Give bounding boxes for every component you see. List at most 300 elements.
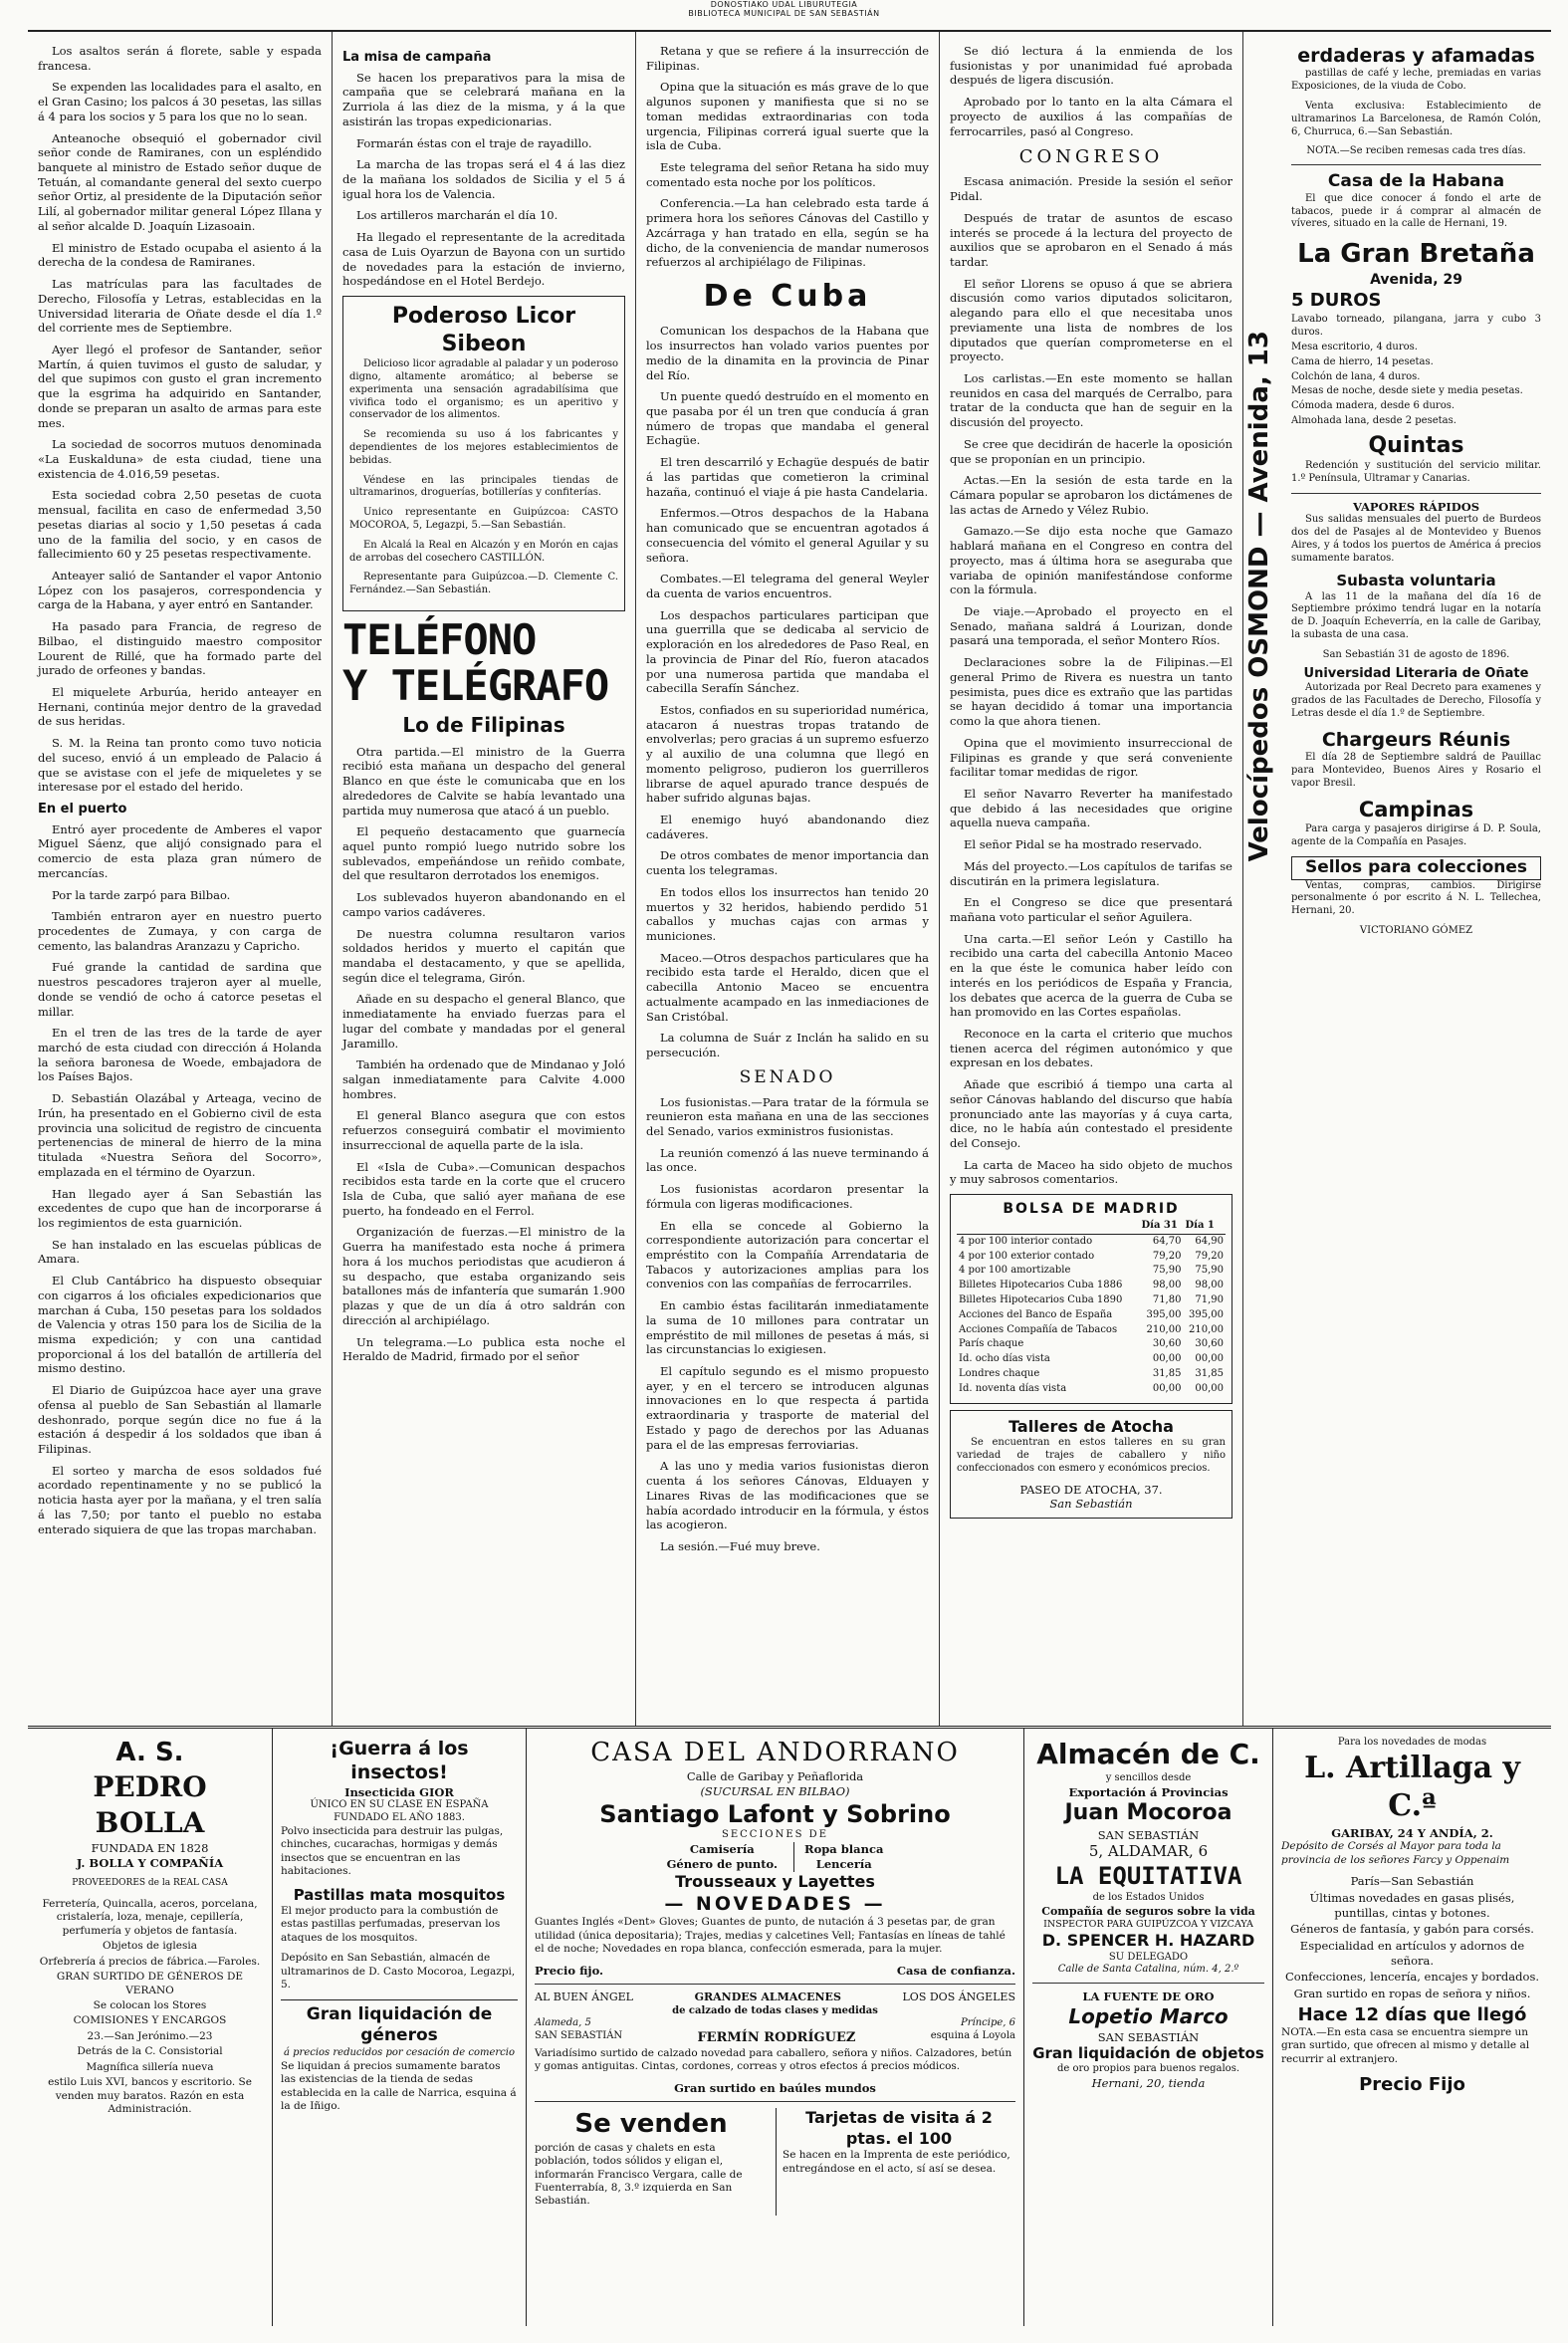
col4-top-paras <box>950 44 1232 138</box>
bolsa-row <box>957 1367 1226 1382</box>
ad-almacen-mocoroa <box>1023 1729 1272 2326</box>
price-line: Almohada lana, desde 2 pesetas. <box>1291 415 1456 427</box>
ad-vapores-text: Sus salidas mensuales del puerto de Burdeos dos del de Pasajes al de Montevideo y Buenos Aires, y á todos los puertos de América á precios sumamente baratos. <box>1291 514 1541 564</box>
news-paragraph: Después de tratar de asuntos de escaso interés se procede á la lectura del proyecto de auxilios que se aprobaron en el Senado á más tardar. <box>950 210 1232 269</box>
bolsa-value: 75,90 <box>1152 1265 1182 1277</box>
ad-guerra-insectos <box>272 1729 526 2326</box>
andorrano-sections-right <box>793 1842 883 1871</box>
ad-line: COMISIONES Y ENCARGOS <box>73 2014 227 2027</box>
ad-line: Gran surtido en ropas de señora y niños. <box>1293 1987 1531 2001</box>
bolsa-row <box>957 1337 1226 1352</box>
ad-gran-bretana-price: 5 DUROS <box>1291 290 1382 312</box>
column-1 <box>28 32 332 1727</box>
bolsa-value: 00,00 <box>1195 1353 1224 1365</box>
bolsa-security: París chaque <box>959 1338 1024 1350</box>
news-paragraph: De nuestra columna resultaron varios soldados heridos y muerto el capitán que mandaba el destacamento, y que se apellida, según dice el telegrama, Girón. <box>342 926 625 985</box>
ad-paragraph: Representante para Guipúzcoa.—D. Clemente C. Fernández.—San Sebastián. <box>349 572 618 596</box>
bolsa-security: Id. ocho días vista <box>959 1353 1050 1365</box>
equitativa-calle: Calle de Santa Catalina, núm. 4, 2.º <box>1057 1964 1239 1976</box>
bolsa-value: 98,00 <box>1152 1280 1182 1291</box>
news-paragraph: Los sublevados huyeron abandonando en el campo varios cadáveres. <box>342 890 625 919</box>
fuente-liquidacion-text: de oro propios para buenos regalos. <box>1056 2063 1240 2075</box>
news-paragraph: Añade que escribió á tiempo una carta al señor Cánovas hablando del discurso que había pronunciado ante las mayorías y á cuya carta, dice, no le había aún contestado el presidente del Consejo. <box>950 1077 1232 1151</box>
bolsa-value: 98,00 <box>1195 1280 1224 1291</box>
andorrano-title: CASA DEL ANDORRANO <box>590 1738 960 1767</box>
col2-misa-paras <box>342 71 625 289</box>
tarjetas-text: Se hacen en la Imprenta de este periódico, entregándose en el acto, sí así se desea. <box>783 2149 1010 2175</box>
fuente-city: SAN SEBASTIÁN <box>1097 2029 1200 2044</box>
insectos-title: ¡Guerra á los insectos! <box>330 1738 469 1784</box>
angeles-loyola: esquina á Loyola <box>930 2030 1015 2042</box>
fuente-owner: Lopetio Marco <box>1068 2003 1229 2028</box>
news-paragraph: A las uno y media varios fusionistas dieron cuenta á los señores Cánovas, Elduayen y Linares Rivas de las modificaciones que se había acordado introducir en la fórmula, y éstos las acogieron. <box>646 1459 929 1532</box>
news-paragraph: El general Blanco asegura que con estos refuerzos conseguirá combatir el movimiento insurreccional de aquella parte de la isla. <box>342 1108 625 1152</box>
news-paragraph: La reunión comenzó á las nueve terminando á las once. <box>646 1145 929 1175</box>
col3-cuba-paras <box>646 324 929 1059</box>
ad-subasta-title: Subasta voluntaria <box>1336 572 1496 590</box>
dos-angeles: LOS DOS ÁNGELES <box>902 1991 1015 2004</box>
news-paragraph: Ha llegado el representante de la acreditada casa de Luis Oyarzun de Bayona con un surtido de novedades para la estación de invierno, hospedándose en el Hotel Berdejo. <box>342 230 625 289</box>
news-paragraph: Se hacen los preparativos para la misa de campaña que se celebrará mañana en la Zurriola á las diez de la misma, y á la que asistirán las tropas expedicionarias. <box>342 70 625 128</box>
news-paragraph: En cambio éstas facilitarán inmediatamente la suma de 10 millones para contratar un empréstito de mil millones de pesetas á más, si las circunstancias lo exigiesen. <box>646 1298 929 1357</box>
ad-subasta-text: A las 11 de la mañana del día 16 de Septiembre próximo tendrá lugar en la notaría de D. Joaquín Echeverría, en la calle de Garibay, la subasta de una casa. <box>1291 590 1541 641</box>
andorrano-sections <box>535 1842 1015 1871</box>
news-paragraph: Combates.—El telegrama del general Weyler da cuenta de varios encuentros. <box>646 572 929 600</box>
news-paragraph: Opina que la situación es más grave de lo que algunos suponen y manifiesta que si no se toman medidas extraordinarias con toda urgencia, Filipinas correrá igual suerte que la isla de Cuba. <box>646 80 929 153</box>
news-paragraph: Maceo.—Otros despachos particulares que ha recibido esta tarde el Heraldo, dicen que el cabecilla Antonio Maceo se encuentra actualmente acampado en las inmediaciones de San Cristóbal. <box>646 950 929 1024</box>
bolsa-value: 00,00 <box>1195 1382 1224 1394</box>
ad-habana-text: El que dice conocer á fondo el arte de tabacos, puede ir á comprar al almacén de víveres, situado en la calle de Hernani, 19. <box>1291 192 1541 230</box>
angeles-baules: Gran surtido en baúles mundos <box>674 2080 876 2095</box>
news-paragraph: S. M. la Reina tan pronto como tuvo noticia del suceso, envió á un empleado de Palacio á que se avistase con el jefe de miqueletes y se interesase por el estado del herido. <box>38 736 322 795</box>
library-stamp <box>0 0 1568 30</box>
news-paragraph: Anteayer salió de Santander el vapor Antonio López con los pasajeros, correspondencia y carga de la Habana, y ayer entró en Santander. <box>38 569 322 612</box>
liquidacion-text: Se liquidan á precios sumamente baratos las existencias de la tienda de sedas establecida en la calle de Narrica, esquina á la de Iñigo. <box>281 2059 517 2113</box>
angeles-principe: Príncipe, 6 <box>961 2017 1015 2029</box>
news-paragraph: El «Isla de Cuba».—Comunican despachos recibidos esta tarde en la corte que el crucero Isla de Cuba, que salió ayer mañana de ese puerto, ha fondeado en el Ferrol. <box>342 1159 625 1218</box>
news-paragraph: Los despachos particulares participan que una guerrilla que se dedicaba al servicio de exploración en los alrededores de Paso Real, en la provincia de Pinar del Río, fueron atacados por una numerosa partida que mandaba el cabecilla Serafín Sánchez. <box>646 607 929 696</box>
bolla-lines <box>36 1898 264 2117</box>
section-item: Lencería <box>815 1856 872 1871</box>
bolsa-value: 64,90 <box>1195 1235 1224 1247</box>
ad-casa-andorrano <box>526 1729 1023 2326</box>
liquidacion-subtitle: á precios reducidos por cesación de comercio <box>284 2047 515 2058</box>
news-paragraph: Otra partida.—El ministro de la Guerra recibió esta mañana un despacho del general Blanco en que éste le comunicaba que en los alrededores de Calvite se había levantado una partida muy numerosa que atacó á un pueblo. <box>342 744 625 818</box>
fuente-hernani: Hernani, 20, tienda <box>1091 2076 1206 2091</box>
angeles-city: SAN SEBASTIÁN <box>535 2030 623 2042</box>
news-paragraph: El Diario de Guipúzcoa hace ayer una grave ofensa al pueblo de San Sebastián al llamarle deshonrado, porque según dice no fue á la estación á despedir á los soldados que iban á Filipinas. <box>38 1383 322 1456</box>
bolsa-header-dia31: Día 31 <box>1139 1219 1183 1234</box>
news-paragraph: Opina que el movimiento insurreccional de Filipinas es grande y que será conveniente facilitar tomar medidas de rigor. <box>950 735 1232 780</box>
bolsa-security: Id. noventa días vista <box>959 1382 1067 1394</box>
bolsa-title: BOLSA DE MADRID <box>1003 1201 1180 1218</box>
bolsa-value: 30,60 <box>1195 1338 1224 1350</box>
heading-misa-de-campana: La misa de campaña <box>342 50 492 65</box>
news-paragraph: Han llegado ayer á San Sebastián las excedentes de cupo que han de incorporarse á los regimientos de esta guarnición. <box>38 1186 322 1230</box>
venden-text: porción de casas y chalets en esta población, todos sólidos y eligan el, informarán Francisco Vergara, calle de Fuenterrabía, 8, 3.º izquierda en San Sebastián. <box>535 2141 743 2208</box>
bolsa-row <box>957 1279 1226 1293</box>
ad-gran-bretana-title: La Gran Bretaña <box>1297 239 1535 270</box>
andorrano-novedades: — NOVEDADES — <box>664 1893 886 1916</box>
news-paragraph: Los artilleros marcharán el día 10. <box>356 208 559 223</box>
news-paragraph: D. Sebastián Olazábal y Arteaga, vecino de Irún, ha presentado en el Gobierno civil de esta provincia una solicitud de registro de cincuenta pertenencias de mineral de hierro de la mina titulada «Nuestra Señora del Socorro», emplazada en el término de Oyarzun. <box>38 1091 322 1179</box>
ad-subasta-date: San Sebastián 31 de agosto de 1896. <box>1322 648 1510 660</box>
almacen-city: SAN SEBASTIÁN <box>1097 1827 1200 1842</box>
equitativa-sub: de los Estados Unidos <box>1092 1892 1205 1904</box>
news-paragraph: Se han instalado en las escuelas públicas de Amara. <box>38 1237 322 1267</box>
col3-senado-paras <box>646 1095 929 1554</box>
news-paragraph: El capítulo segundo es el mismo propuesto ayer, y en el tercero se introducen algunas innovaciones en lo que respecta á partida extraordinaria y trasporte de material del Estado y pago de derechos por las Aduanas para el de las empresas ferroviarias. <box>646 1364 929 1452</box>
ad-licor-sibeon-body <box>349 358 618 597</box>
bolsa-header-blank <box>957 1219 1139 1234</box>
bolsa-value: 71,80 <box>1152 1294 1182 1306</box>
news-paragraph: Ayer llegó el profesor de Santander, señor Martín, á quien tuvimos el gusto de saludar, y del que supimos con gusto el gran incremento que la esgrima ha adquirido en Santander, donde se preparan un asalto de armas para este mes. <box>38 342 322 430</box>
telefono-heading: TELÉFONO <box>342 615 537 665</box>
news-paragraph: Un puente quedó destruído en el momento en que pasaba por él un tren que conducía á gran número de tropas que mandaba el general Echagüe. <box>646 389 929 448</box>
bolla-title: PEDRO BOLLA <box>93 1770 207 1840</box>
news-paragraph: En el tren de las tres de la tarde de ayer marchó de esta ciudad con dirección á Holanda la señora baronesa de Woede, embajadora de los Países Bajos. <box>38 1026 322 1084</box>
ad-line: estilo Luis XVI, bancos y escritorio. Se venden muy baratos. Razón en esta Administración. <box>48 2076 252 2115</box>
news-paragraph: Escasa animación. Preside la sesión el señor Pidal. <box>950 174 1232 204</box>
ad-line: Detrás de la C. Consistorial <box>77 2045 223 2058</box>
ad-pedro-bolla <box>28 1729 272 2326</box>
velocipedos-text: Velocípedos OSMOND — Avenida, 13 <box>1244 331 1274 862</box>
bolsa-row <box>957 1250 1226 1265</box>
news-paragraph: Enfermos.—Otros despachos de la Habana han comunicado que se encuentran agotados á consecuencia del vómito el general Aguilar y su señora. <box>646 506 929 565</box>
news-paragraph: El señor Llorens se opuso á que se abriera discusión como varios diputados solicitaron, alegando para ello el que necesitaba unos previamente una lista de nombres de los diputados que querían comprometerse en el proyecto. <box>950 276 1232 364</box>
bolsa-row <box>957 1264 1226 1279</box>
bolsa-value: 395,00 <box>1146 1308 1182 1320</box>
ad-afamadas-text: pastillas de café y leche, premiadas en varias Exposiciones, de la viuda de Cobo. <box>1291 68 1541 93</box>
velocipedos-vertical-banner <box>1243 331 1283 1625</box>
news-paragraph: Conferencia.—La han celebrado esta tarde á primera hora los señores Cánovas del Castillo y Azcárraga y han tratado en ella, según se ha dicho, de la conveniencia de mandar numerosos refuerzos al archipiélago de Filipinas. <box>646 196 929 270</box>
bolla-founded: FUNDADA EN 1828 <box>91 1840 209 1855</box>
ad-gran-bretana-address: Avenida, 29 <box>1370 271 1462 288</box>
insectos-text: Polvo insecticida para destruir las pulgas, chinches, cucarachas, hormigas y demás insectos que se encuentran en las habitaciones. <box>281 1824 504 1878</box>
bolsa-table <box>957 1219 1226 1397</box>
news-paragraph: También ha ordenado que de Mindanao y Joló salgan inmediatamente para Calvite 4.000 hombres. <box>342 1057 625 1101</box>
news-paragraph: Los asaltos serán á florete, sable y espada francesa. <box>38 44 322 73</box>
news-paragraph: De viaje.—Aprobado el proyecto en el Senado, mañana saldrá á Lourizan, donde pasará una temporada, el señor Montero Ríos. <box>950 604 1232 648</box>
ad-paragraph: Se recomienda su uso á los fabricantes y dependientes de los mejores establecimientos de bebidas. <box>349 429 618 466</box>
heading-en-el-puerto: En el puerto <box>38 802 127 818</box>
bolsa-rows <box>957 1234 1226 1396</box>
andorrano-secciones: SECCIONES DE <box>722 1829 828 1841</box>
news-paragraph: Entró ayer procedente de Amberes el vapor Miguel Sáenz, que alijó consignado para el comercio de esta plaza gran número de mercancías. <box>38 821 322 880</box>
mosquitos-text: El mejor producto para la combustión de estas pastillas perfumadas, preservan los ataques de los mosquitos. <box>281 1904 501 1944</box>
ad-quintas-title: Quintas <box>1368 432 1464 458</box>
bolsa-security: Billetes Hipotecarios Cuba 1886 <box>959 1280 1123 1291</box>
buen-angel: AL BUEN ÁNGEL <box>535 1991 633 2004</box>
news-paragraph: Más del proyecto.—Los capítulos de tarifas se discutirán en la primera legislatura. <box>950 858 1232 888</box>
library-stamp-line1: DONOSTIAKO UDAL LIBURUTEGIA <box>710 0 858 9</box>
column-5-ads <box>1242 32 1551 1727</box>
bolla-as: A. S. <box>115 1738 184 1767</box>
bolsa-security: Billetes Hipotecarios Cuba 1890 <box>959 1294 1123 1306</box>
news-paragraph: Añade en su despacho el general Blanco, que inmediatamente ha enviado fuerzas para el lugar del combate y mandadas por el general Jaramillo. <box>342 992 625 1051</box>
angeles-calzado: de calzado de todas clases y medidas <box>672 2004 878 2016</box>
divider <box>535 2101 1015 2102</box>
news-paragraph: En el Congreso se dice que presentará mañana voto particular el señor Aguilera. <box>950 895 1232 924</box>
news-paragraph: Esta sociedad cobra 2,50 pesetas de cuota mensual, facilita en caso de enfermedad 3,50 pesetas diarias al socio y 1,50 pesetas á cada uno de la familia del socio, y en casos de fallecimiento 60 y 25 pesetas respectivamente. <box>38 488 322 562</box>
almacen-title: Almacén de C. <box>1036 1738 1260 1770</box>
section-item: Ropa blanca <box>804 1842 884 1857</box>
divider <box>1291 164 1541 165</box>
section-item: Género de punto. <box>666 1856 779 1871</box>
section-item: Camisería <box>689 1842 755 1857</box>
ad-se-venden <box>535 2108 768 2215</box>
angeles-addresses <box>535 2017 1015 2030</box>
ad-signature: VICTORIANO GÓMEZ <box>1359 924 1473 936</box>
column-3 <box>635 32 939 1727</box>
ad-universidad-text: Autorizada por Real Decreto para examenes y grados de las Facultades de Derecho, Filosofía y Letras desde el día 1.º de Septiembre. <box>1291 682 1541 719</box>
almacen-address: 5, ALDAMAR, 6 <box>1088 1842 1209 1861</box>
news-paragraph: Los carlistas.—En este momento se hallan reunidos en casa del marqués de Cerralbo, para tratar de la conducta que han de seguir en la discusión del proyecto. <box>950 370 1232 430</box>
news-paragraph: El tren descarriló y Echagüe después de batir á las partidas que cometieron la criminal hazaña, continuó el viaje á pie hasta Candelaria. <box>646 455 929 499</box>
bolsa-row <box>957 1293 1226 1308</box>
ad-tarjetas <box>776 2108 1015 2215</box>
almacen-exportacion: Exportación á Provincias <box>1068 1784 1229 1799</box>
news-paragraph: Los fusionistas acordaron presentar la fórmula con ligeras modificaciones. <box>646 1182 929 1211</box>
divider <box>535 1984 1015 1985</box>
news-paragraph: Declaraciones sobre la de Filipinas.—El general Primo de Rivera es nuestra un tanto pesimista, pues dice es extraño que las partidas se hayan decidido á tomar una importancia como la que ahora tienen. <box>950 655 1232 729</box>
column-4 <box>939 32 1242 1727</box>
news-paragraph: El señor Pidal se ha mostrado reservado. <box>964 837 1203 852</box>
ad-quintas-text: Redención y sustitución del servicio militar. 1.º Península, Ultramar y Canarias. <box>1291 459 1541 484</box>
bolsa-security: 4 por 100 interior contado <box>959 1235 1093 1247</box>
angeles-text: Variadísimo surtido de calzado novedad para caballero, señora y niños. Calzadores, betún y gomas antiguitas. Cintas, cordones, correas y otros efectos á precios módicos. <box>535 2046 1012 2073</box>
news-paragraph: También entraron ayer en nuestro puerto procedentes de Zumaya, y con carga de cemento, las balandras Aranzazu y Capricho. <box>38 909 322 953</box>
venden-tarjetas-row <box>535 2108 1015 2215</box>
venden-title: Se venden <box>574 2109 728 2140</box>
grandes-almacenes: GRANDES ALMACENES <box>694 1991 841 2004</box>
news-paragraph: El Club Cantábrico ha dispuesto obsequiar con cigarros á los oficiales expedicionarios que marchan á Cuba, 150 pesetas para los soldados de Valencia y otras 150 para los de Sicilia de la misma expedición; y con una cantidad proporcional á los del batallón de artillería del mismo destino. <box>38 1274 322 1376</box>
bolsa-security: 4 por 100 exterior contado <box>959 1250 1095 1262</box>
divider <box>1032 1983 1264 1984</box>
news-paragraph: De otros combates de menor importancia dan cuenta los telegramas. <box>646 848 929 878</box>
ad-line: Magnífica sillería nueva <box>86 2060 214 2073</box>
angeles-owner-row <box>535 2030 1015 2047</box>
news-paragraph: Una carta.—El señor León y Castillo ha recibido una carta del cabecilla Antonio Maceo en la que éste le comunica haber leído con interés en los periódicos de España y Francia, los debates que acerca de la guerra de Cuba se han promovido en las Cortes españolas. <box>950 931 1232 1020</box>
atocha-text: Se encuentran en estos talleres en su gran variedad de trajes de caballero y niño confeccionados con esmero y económicos precios. <box>957 1437 1226 1474</box>
news-paragraph: Comunican los despachos de la Habana que los insurrectos han volado varios puentes por medio de la dinamita en la provincia de Pinar del Río. <box>646 324 929 382</box>
news-paragraph: Este telegrama del señor Retana ha sido muy comentado esta noche por los políticos. <box>646 160 929 189</box>
artillaga-precio: Precio Fijo <box>1359 2074 1465 2096</box>
ad-paragraph: Delicioso licor agradable al paladar y un poderoso digno, altamente aromático; al beberse se experimenta una sensación agradabilísima que vivifica todo el organismo; es un aperitivo y conservador de los alimentos. <box>349 358 618 421</box>
andorrano-sections-left <box>667 1842 778 1871</box>
ad-paragraph: Véndese en las principales tiendas de ultramarinos, droguerías, botillerías y confiterías. <box>349 474 618 499</box>
news-paragraph: Organización de fuerzas.—El ministro de la Guerra ha manifestado esta noche á primera hora á los muchos periodistas que acudieron á su despacho, que estaba organizando seis batallones más de infantería que sumarán 1.900 plazas y que de un día á otro saldrán con dirección al archipiélago. <box>342 1225 625 1327</box>
column-2 <box>332 32 635 1727</box>
andorrano-sucursal: (SUCURSAL EN BILBAO) <box>700 1783 850 1798</box>
bolsa-security: Acciones Compañía de Tabacos <box>959 1323 1118 1335</box>
news-paragraph: Fué grande la cantidad de sardina que nuestros pescadores trajeron ayer al muelle, donde se vendió de ocho á catorce pesetas el millar. <box>38 960 322 1019</box>
artillaga-top: Para los novedades de modas <box>1337 1737 1487 1748</box>
news-paragraph: Ha pasado para Francia, de regreso de Bilbao, el distinguido maestro compositor Lourent de Rillé, que ha formado parte del jurado de orfeones y bandas. <box>38 619 322 678</box>
col4-congreso-paras <box>950 174 1232 1187</box>
ad-gran-bretana-list <box>1291 314 1541 427</box>
news-paragraph: El enemigo huyó abandonando diez cadáveres. <box>646 813 929 841</box>
equitativa-inspector: INSPECTOR PARA GUIPÚZCOA Y VIZCAYA <box>1043 1919 1253 1930</box>
ad-line: Objetos de iglesia <box>103 1940 197 1953</box>
col3-top-paras <box>646 44 929 270</box>
bolsa-value: 79,20 <box>1152 1250 1182 1262</box>
ad-line: Últimas novedades en gasas plisés, puntillas, cintas y botones. <box>1309 1890 1515 1920</box>
liquidacion-title: Gran liquidación de géneros <box>281 1999 518 2048</box>
angeles-alameda: Alameda, 5 <box>535 2017 591 2029</box>
news-paragraph: Actas.—En la sesión de esta tarde en la Cámara popular se aprobaron los dictámenes de las actas de Arnedo y Vélez Rubio. <box>950 473 1232 517</box>
ad-line: Confecciones, lencería, encajes y bordados. <box>1284 1970 1539 1985</box>
mosquitos-title: Pastillas mata mosquitos <box>293 1885 506 1904</box>
ad-talleres-atocha <box>950 1410 1232 1519</box>
bolsa-value: 210,00 <box>1189 1323 1224 1335</box>
divider <box>1291 493 1541 494</box>
ad-campinas-text: Para carga y pasajeros dirigirse á D. P. Soula, agente de la Compañía en Pasajes. <box>1291 823 1541 848</box>
bolsa-row <box>957 1308 1226 1323</box>
ad-artillaga <box>1272 1729 1551 2326</box>
heading-lo-de-filipinas: Lo de Filipinas <box>402 713 565 738</box>
news-paragraph: Retana y que se refiere á la insurrección de Filipinas. <box>646 44 929 73</box>
news-paragraph: El miquelete Arburúa, herido anteayer en Hernani, continúa mejor dentro de la gravedad de sus heridas. <box>38 685 322 729</box>
bolla-proveedores: PROVEEDORES de la REAL CASA <box>72 1878 228 1889</box>
artillaga-deposito: Depósito de Corsés al Mayor para toda la provincia de los señores Farcy y Oppenaim <box>1281 1840 1510 1866</box>
fuente-liquidacion: Gran liquidación de objetos <box>1032 2044 1264 2063</box>
news-paragraph: En ella se concede al Gobierno la correspondiente autorización para concertar el empréstito con la Compañía Arrendataria de Tabacos y autorizaciones amplias para los convenios con las compañías de ferrocarriles. <box>646 1218 929 1291</box>
news-paragraph: El ministro de Estado ocupaba el asiento á la derecha de la condesa de Ramiranes. <box>38 240 322 270</box>
bolsa-value: 71,90 <box>1195 1294 1224 1306</box>
news-paragraph: El señor Navarro Reverter ha manifestado que debido á las necesidades que origine aquella nueva campaña. <box>950 786 1232 830</box>
ad-line: Se colocan los Stores <box>93 1998 207 2011</box>
atocha-address: PASEO DE ATOCHA, 37. <box>1019 1482 1163 1497</box>
ad-sellos-title: Sellos para colecciones <box>1291 856 1541 880</box>
price-line: Lavabo torneado, pilangana, jarra y cubo 3 duros. <box>1291 314 1541 339</box>
equitativa-title: LA EQUITATIVA <box>1054 1862 1242 1891</box>
ad-vapores-title: VAPORES RÁPIDOS <box>1352 499 1480 514</box>
news-paragraph: Se cree que decidirán de hacerle la oposición que se proponían en un principio. <box>950 436 1232 466</box>
news-paragraph: Se expenden las localidades para el asalto, en el Gran Casino; los palcos á 30 pesetas, las sillas á 4 para los socios y 5 para los que no lo sean. <box>38 80 322 123</box>
news-paragraph: Por la tarde zarpó para Bilbao. <box>52 887 231 902</box>
bolsa-value: 210,00 <box>1146 1323 1182 1335</box>
equitativa-spencer: D. SPENCER H. HAZARD <box>1041 1931 1255 1951</box>
telegrafo-heading: Y TELÉGRAFO <box>342 661 609 711</box>
bolla-company: J. BOLLA Y COMPAÑÍA <box>76 1855 224 1870</box>
news-paragraph: La sesión.—Fué muy breve. <box>660 1538 820 1553</box>
ad-licor-sibeon-title: Poderoso Licor Sibeon <box>391 303 576 357</box>
price-line: Cómoda madera, desde 6 duros. <box>1291 400 1456 412</box>
ad-line: Ferretería, Quincalla, aceros, porcelana, cristalería, loza, menaje, cepillería, perfumería y objetos de fantasía. <box>42 1897 258 1937</box>
bolsa-row <box>957 1234 1226 1249</box>
news-paragraph: El pequeño destacamento que guarnecía aquel punto rompió luego nutrido sobre los sublevados, empeñándose un reñido combate, del que resultaron derrotados los enemigos. <box>342 824 625 883</box>
ad-paragraph: En Alcalá la Real en Alcazón y en Morón en cajas de arrobas del cosechero CASTILLÓN. <box>349 539 618 564</box>
bolsa-row <box>957 1382 1226 1397</box>
artillaga-title: L. Artillaga y C.ª <box>1304 1750 1520 1824</box>
news-paragraph: La marcha de las tropas será el 4 á las diez de la mañana los soldados de Sicilia y el 5 á igual hora los de Valencia. <box>342 157 625 201</box>
news-paragraph: Un telegrama.—Lo publica esta noche el Heraldo de Madrid, firmado por el señor <box>342 1334 625 1364</box>
ad-afamadas-text2: Venta exclusiva: Establecimiento de ultramarinos La Barcelonesa, de Ramón Colón, 6, Churruca, 6.—San Sebastián. <box>1291 100 1541 137</box>
news-paragraph: Aprobado por lo tanto en la alta Cámara el proyecto de auxilios á las compañías de ferrocarriles, pasó al Congreso. <box>950 95 1232 138</box>
news-paragraph: La sociedad de socorros mutuos denominada «La Euskalduna» de esta ciudad, tiene una existencia de 4.016,59 pesetas. <box>38 437 322 481</box>
atocha-city: San Sebastián <box>1049 1497 1133 1512</box>
insectos-fundado: FUNDADO EL AÑO 1883. <box>334 1812 465 1824</box>
news-paragraph: Estos, confiados en su superioridad numérica, atacaron á nuestras tropas tratando de envolverlas; pero gracias á un supremo esfuerzo y al auxilio de una columna que llegó en momento peligroso, pudieron los guerrilleros librarse de aquel apurado trance después de haber sufrido algunas bajas. <box>646 702 929 806</box>
equitativa-text: Compañía de seguros sobre la vida <box>1041 1904 1255 1918</box>
news-paragraph: Se dió lectura á la enmienda de los fusionistas y por unanimidad fué aprobada después de ligera discusión. <box>950 44 1232 88</box>
insectos-subtitle: Insecticida GIOR <box>344 1784 454 1799</box>
ad-line: Orfebrería á precios de fábrica.—Faroles. <box>39 1955 261 1968</box>
bolsa-security: Londres chaque <box>959 1368 1040 1380</box>
bolsa-row <box>957 1352 1226 1367</box>
bottom-ads <box>28 1726 1551 2326</box>
bolsa-de-madrid <box>950 1194 1232 1403</box>
andorrano-novedades-text: Guantes Inglés «Dent» Gloves; Guantes de punto, de nutación á 3 pesetas par, de gran utilidad (única depositaria); Trajes, medias y calcetines Vell; Fantasías en líneas de tahlé el de noche; Novedades en ropa blanca, confección esmerada, para la mujer. <box>535 1916 1006 1956</box>
angeles-header <box>535 1991 1015 2004</box>
andorrano-address: Calle de Garibay y Peñaflorida <box>686 1769 864 1784</box>
artillaga-nota: NOTA.—En esta casa se encuentra siempre un gran surtido, que ofrecen al mismo y detalle al recurrir al extranjero. <box>1281 2025 1530 2065</box>
bolsa-value: 30,60 <box>1152 1338 1182 1350</box>
bolsa-value: 00,00 <box>1152 1382 1182 1394</box>
news-paragraph: La carta de Maceo ha sido objeto de muchos y muy sabrosos comentarios. <box>950 1157 1232 1187</box>
ad-paragraph: Unico representante en Guipúzcoa: CASTO MOCOROA, 5, Legazpi, 5.—San Sebastián. <box>349 507 618 532</box>
ad-line: Géneros de fantasía, y gabón para corsés. <box>1290 1922 1534 1937</box>
news-paragraph: Reconoce en la carta el criterio que muchos tienen acerca del régimen autonómico y que expresan en los debates. <box>950 1027 1232 1070</box>
ad-chargeurs-title: Chargeurs Réunis <box>1321 728 1511 751</box>
heading-congreso: CONGRESO <box>1018 146 1164 168</box>
ad-afamadas-title: erdaderas y afamadas <box>1297 45 1535 67</box>
artillaga-paris: París—San Sebastián <box>1350 1874 1474 1889</box>
heading-de-cuba: De Cuba <box>703 279 872 315</box>
bolsa-header-dia1: Día 1 <box>1183 1219 1226 1234</box>
almacen-owner: Juan Mocoroa <box>1064 1800 1232 1826</box>
andorrano-trousseaux: Trousseaux y Layettes <box>675 1871 875 1891</box>
andorrano-precio: Precio fijo. <box>535 1963 604 1978</box>
equitativa-delegado: SU DELEGADO <box>1108 1951 1189 1963</box>
bolsa-row <box>957 1323 1226 1338</box>
tarjetas-title: Tarjetas de visita á 2 ptas. el 100 <box>805 2108 993 2148</box>
andorrano-confianza: Casa de confianza. <box>896 1963 1015 1978</box>
bolsa-value: 64,70 <box>1152 1235 1182 1247</box>
insectos-deposito: Depósito en San Sebastián, almacén de ultramarinos de D. Casto Mocoroa, Legazpi, 5. <box>281 1952 516 1992</box>
col1-puerto-paras <box>38 822 322 1537</box>
ad-line: 23.—San Jerónimo.—23 <box>87 2029 213 2042</box>
andorrano-owner: Santiago Lafont y Sobrino <box>599 1799 951 1828</box>
ad-universidad-title: Universidad Literaria de Oñate <box>1303 665 1529 681</box>
artillaga-address: GARIBAY, 24 Y ANDÍA, 2. <box>1331 1825 1493 1840</box>
bolsa-security: Acciones del Banco de España <box>959 1308 1113 1320</box>
insectos-unique: ÚNICO EN SU CLASE EN ESPAÑA <box>310 1799 489 1811</box>
news-paragraph: Formarán éstas con el traje de rayadillo. <box>356 135 592 150</box>
artillaga-dias: Hace 12 días que llegó <box>1297 2003 1527 2025</box>
andorrano-footer <box>535 1964 1015 1979</box>
ad-line: GRAN SURTIDO DE GÉNEROS DE VERANO <box>56 1971 244 1996</box>
atocha-title: Talleres de Atocha <box>1008 1416 1174 1436</box>
ad-licor-sibeon <box>342 296 625 611</box>
price-line: Colchón de lana, 4 duros. <box>1291 370 1421 382</box>
top-columns <box>28 30 1551 1727</box>
almacen-sub: y sencillos desde <box>1105 1771 1192 1783</box>
bolsa-value: 31,85 <box>1195 1368 1224 1380</box>
bolsa-value: 75,90 <box>1195 1265 1224 1277</box>
ad-sellos-text: Ventas, compras, cambios. Dirigirse personalmente ó por escrito á N. L. Tellechea, Hernani, 20. <box>1291 879 1541 917</box>
price-line: Mesa escritorio, 4 duros. <box>1291 342 1418 353</box>
artillaga-texts <box>1281 1891 1543 2001</box>
price-line: Mesas de noche, desde siete y media pesetas. <box>1291 385 1523 397</box>
fuente-de-oro: LA FUENTE DE ORO <box>1082 1990 1215 2004</box>
news-paragraph: Los fusionistas.—Para tratar de la fórmula se reunieron esta mañana en una de las secciones del Senado, varios exministros fusionistas. <box>646 1094 929 1138</box>
ad-chargeurs-text: El día 28 de Septiembre saldrá de Pauillac para Montevideo, Buenos Aires y Rosario el vapor Bresil. <box>1291 751 1541 789</box>
ad-line: Especialidad en artículos y adornos de señora. <box>1299 1939 1525 1968</box>
news-paragraph: Las matrículas para las facultades de Derecho, Filosofía y Letras, establecidas en la Universidad literaria de Oñate desde el día 1.º del corriente mes de Septiembre. <box>38 277 322 336</box>
news-paragraph: En todos ellos los insurrectos han tenido 20 muertos y 32 heridos, habiendo perdido 51 caballos y muchas cajas con armas y municiones. <box>646 884 929 944</box>
